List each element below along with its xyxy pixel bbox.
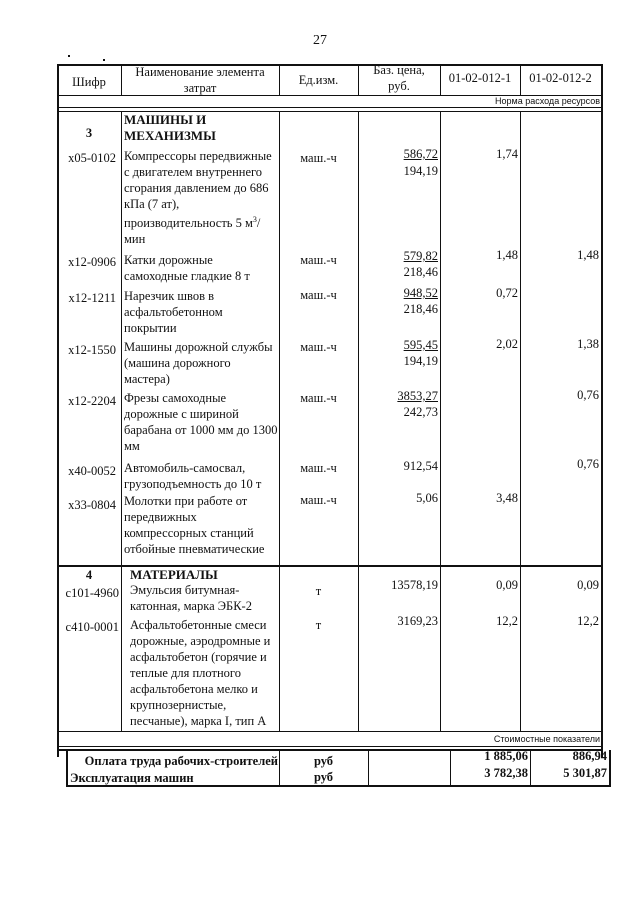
row-name: Молотки при работе от передвижных компрессорных станций отбойные пневматические	[124, 494, 265, 556]
header-price: Баз. цена, руб.	[373, 63, 425, 93]
row-name: Эмульсия битумная-катонная, марка ЭБК-2	[130, 583, 252, 613]
section3-title: МАШИНЫ И МЕХАНИЗМЫ	[124, 112, 216, 143]
row-price: 579,82	[403, 249, 438, 263]
header-col1: 01-02-012-1	[448, 71, 512, 85]
section4-title: МАТЕРИАЛЫ	[130, 567, 218, 582]
row-price: 948,52	[403, 286, 438, 300]
row-code: х40-0052	[68, 464, 116, 478]
wages-label: Оплата труда рабочих-строителей	[84, 754, 278, 768]
row-unit: маш.-ч	[300, 461, 337, 475]
row-name: Катки дорожные самоходные гладкие 8 т	[124, 253, 250, 283]
row-unit: маш.-ч	[300, 253, 337, 267]
row-code: х12-1211	[68, 291, 116, 305]
machines-label: Эксплуатация машин	[70, 771, 194, 785]
row-value-col1: 1,48	[496, 248, 518, 262]
row-code: х12-2204	[68, 394, 116, 408]
cost-caption: Стоимостные показатели	[493, 734, 600, 744]
row-price: 5,06	[416, 491, 438, 505]
row-price: 912,54	[403, 459, 438, 473]
row-unit: т	[315, 618, 322, 632]
wages-value-col2: 886,94	[572, 749, 607, 763]
section4-number: 4	[85, 568, 93, 582]
wages-value-col1: 1 885,06	[484, 749, 528, 763]
row-code: с101-4960	[65, 586, 119, 600]
row-name: Фрезы самоходные дорожные с шириной барабана от 1000 мм до 1300 мм	[124, 391, 278, 453]
header-code: Шифр	[72, 75, 106, 89]
row-wage: 194,19	[403, 164, 438, 178]
norm-caption: Норма расхода ресурсов	[495, 96, 600, 106]
wages-unit: руб	[313, 754, 334, 768]
scan-speck	[103, 59, 105, 61]
row-wage: 218,46	[403, 265, 438, 279]
row-code: х12-1550	[68, 343, 116, 357]
row-price: 13578,19	[391, 578, 438, 592]
row-price: 3853,27	[397, 389, 438, 403]
machines-unit: руб	[313, 770, 334, 784]
row-value-col1: 0,72	[496, 286, 518, 300]
row-wage: 242,73	[403, 405, 438, 419]
row-name: Машины дорожной службы (машина дорожного мастера)	[124, 340, 273, 386]
row-name-line: Компрессоры передвижные с двигателем внутреннего сгорания давлением до 686 кПа (7 ат), производительность 5 $м^3$/мин	[124, 149, 272, 247]
row-unit: маш.-ч	[300, 391, 337, 405]
row-wage: 218,46	[403, 302, 438, 316]
row-price: 595,45	[403, 338, 438, 352]
row-price: 3169,23	[397, 614, 438, 628]
row-value-col1: 3,48	[496, 491, 518, 505]
row-unit: маш.-ч	[300, 288, 337, 302]
row-value-col2: 0,76	[577, 457, 599, 471]
row-price: 586,72	[403, 147, 438, 161]
row-value-col2: 12,2	[577, 614, 599, 628]
row-value-col1: 12,2	[496, 614, 518, 628]
row-name: Нарезчик швов в асфальтобетонном покрытии	[124, 289, 223, 335]
row-code: х33-0804	[68, 498, 116, 512]
header-col2: 01-02-012-2	[529, 71, 592, 85]
row-value-col2: 1,38	[577, 337, 599, 351]
row-unit: маш.-ч	[300, 340, 337, 354]
row-value-col2: 0,09	[577, 578, 599, 592]
header-unit: Ед.изм.	[298, 73, 339, 87]
row-name: Автомобиль-самосвал, грузоподъемность до 10 т	[124, 461, 262, 491]
section3-number: 3	[85, 126, 93, 140]
row-name: Асфальтобетонные смеси дорожные, аэродромные и асфальтобетон (горячие и теплые для плотного асфальтобетона мелко и крупнозернистые, песчаные), марка I, тип А	[130, 618, 271, 728]
row-unit: маш.-ч	[300, 493, 337, 507]
row-code: с410-0001	[65, 620, 119, 634]
row-code: х12-0906	[68, 255, 116, 269]
row-unit: маш.-ч	[300, 151, 337, 165]
page-number: 27	[313, 33, 327, 48]
row-value-col1: 1,74	[496, 147, 518, 161]
row-value-col2: 0,76	[577, 388, 599, 402]
scan-speck	[68, 55, 70, 57]
machines-value-col2: 5 301,87	[563, 766, 607, 780]
row-wage: 194,19	[403, 354, 438, 368]
row-unit: т	[315, 584, 322, 598]
row-value-col2: 1,48	[577, 248, 599, 262]
header-name: Наименование элемента затрат	[135, 65, 265, 95]
row-value-col1: 2,02	[496, 337, 518, 351]
machines-value-col1: 3 782,38	[484, 766, 528, 780]
row-code: х05-0102	[68, 151, 116, 165]
row-value-col1: 0,09	[496, 578, 518, 592]
